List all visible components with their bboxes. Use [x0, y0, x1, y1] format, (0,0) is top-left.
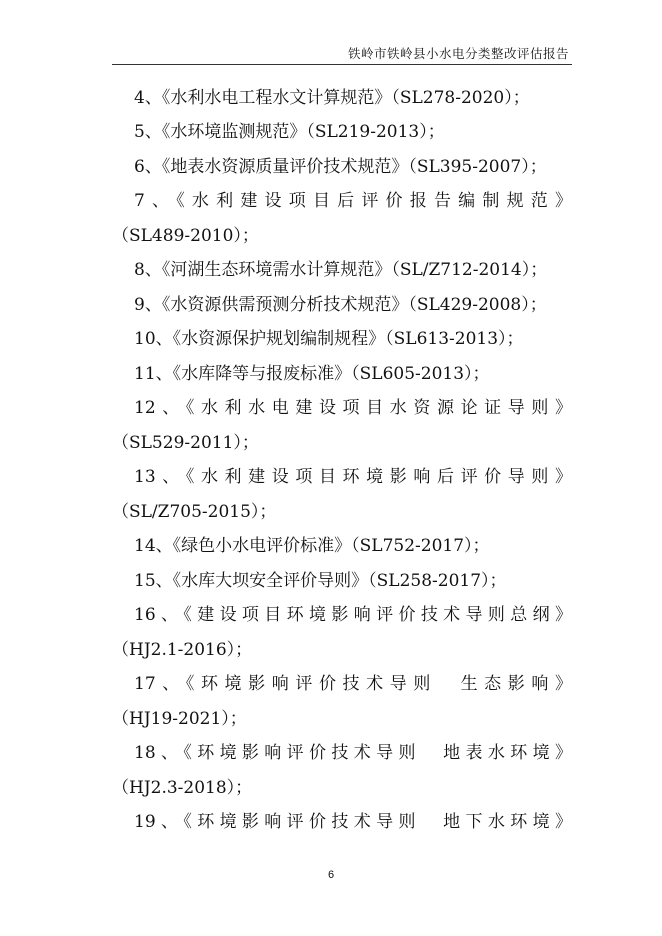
reference-item-12-continuation: （SL529-2011）； — [112, 433, 259, 453]
running-header: 铁岭市铁岭县小水电分类整改评估报告 — [347, 46, 569, 61]
reference-item-6: 6、《地表水资源质量评价技术规范》（SL395-2007）； — [134, 157, 547, 177]
reference-item-18-continuation: （HJ2.3-2018）； — [112, 778, 253, 798]
reference-item-5: 5、《水环境监测规范》（SL219-2013）； — [134, 122, 445, 142]
reference-item-17: 17、《环境影响评价技术导则 生态影响》 — [134, 674, 572, 694]
reference-item-15: 15、《水库大坝安全评价导则》（SL258-2017）； — [134, 571, 507, 591]
reference-item-12: 12、《水利水电建设项目水资源论证导则》 — [134, 398, 572, 418]
reference-item-13: 13、《水利建设项目环境影响后评价导则》 — [134, 467, 572, 487]
reference-item-8: 8、《河湖生态环境需水计算规范》（SL/Z712-2014）； — [134, 260, 548, 280]
header-rule — [112, 64, 572, 65]
reference-item-13-continuation: （SL/Z705-2015）； — [112, 502, 277, 522]
reference-item-14: 14、《绿色小水电评价标准》（SL752-2017）； — [134, 536, 490, 556]
reference-item-18: 18、《环境影响评价技术导则 地表水环境》 — [134, 743, 572, 763]
reference-item-16: 16、《建设项目环境影响评价技术导则总纲》 — [134, 605, 572, 625]
reference-item-11: 11、《水库降等与报废标准》（SL605-2013）； — [134, 364, 490, 384]
reference-item-9: 9、《水资源供需预测分析技术规范》（SL429-2008）； — [134, 295, 547, 315]
reference-item-19: 19、《环境影响评价技术导则 地下水环境》 — [134, 812, 572, 832]
page-number: 6 — [327, 869, 335, 881]
reference-item-16-continuation: （HJ2.1-2016）； — [112, 640, 253, 660]
reference-item-7: 7、《水利建设项目后评价报告编制规范》 — [134, 191, 572, 211]
reference-item-7-continuation: （SL489-2010）； — [112, 226, 259, 246]
reference-item-17-continuation: （HJ19-2021）； — [112, 709, 247, 729]
reference-item-4: 4、《水利水电工程水文计算规范》（SL278-2020）； — [134, 88, 530, 108]
reference-item-10: 10、《水资源保护规划编制规程》（SL613-2013）； — [134, 329, 524, 349]
